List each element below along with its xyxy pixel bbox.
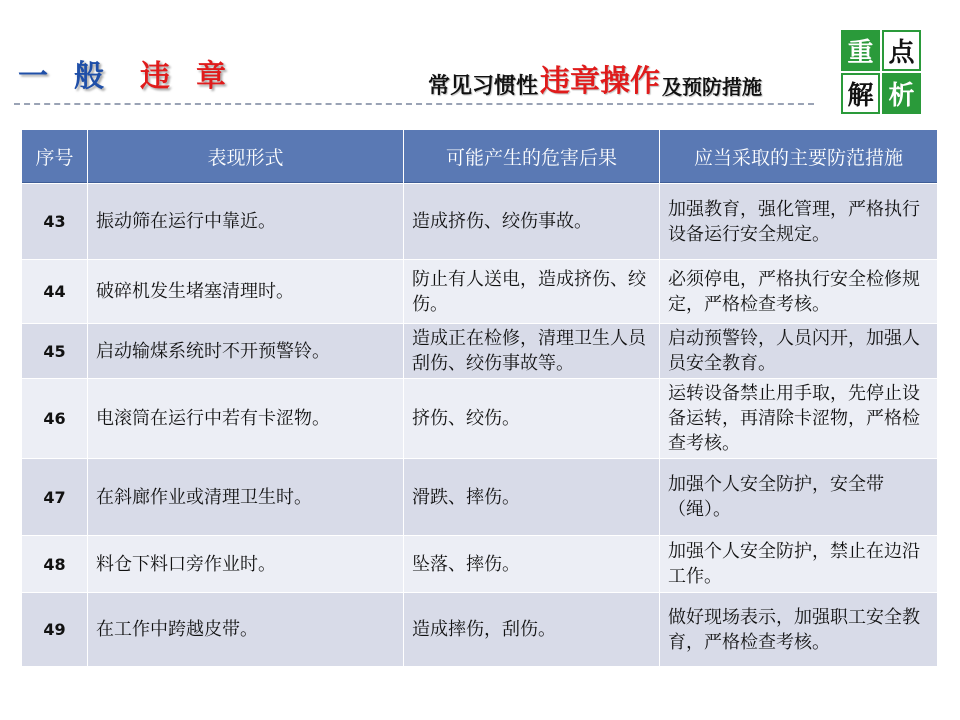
page-title xyxy=(428,58,762,100)
row-harm: 滑跌、摔伤。 xyxy=(404,459,660,536)
row-form: 破碎机发生堵塞清理时。 xyxy=(88,260,404,324)
row-no: 44 xyxy=(22,260,88,324)
section-title-char: 一 xyxy=(18,59,50,94)
row-form: 料仓下料口旁作业时。 xyxy=(88,536,404,593)
header-measure: 应当采取的主要防范措施 xyxy=(660,130,938,184)
page-title-suffix: 及预防措施 xyxy=(662,75,763,99)
row-no: 48 xyxy=(22,536,88,593)
table-row xyxy=(22,536,938,593)
badge-char: 解 xyxy=(841,73,880,114)
row-measure: 加强个人安全防护，安全带（绳）。 xyxy=(660,459,938,536)
header xyxy=(0,0,960,110)
row-harm: 坠落、摔伤。 xyxy=(404,536,660,593)
table-row xyxy=(22,184,938,260)
row-form: 在斜廊作业或清理卫生时。 xyxy=(88,459,404,536)
violation-table xyxy=(21,129,938,667)
row-form: 电滚筒在运行中若有卡涩物。 xyxy=(88,379,404,459)
page-title-prefix: 常见习惯性 xyxy=(428,74,539,99)
header-form: 表现形式 xyxy=(88,130,404,184)
row-no: 47 xyxy=(22,459,88,536)
row-no: 49 xyxy=(22,593,88,667)
table-row xyxy=(22,260,938,324)
table-row xyxy=(22,459,938,536)
section-title-char: 违 xyxy=(140,59,172,94)
header-divider xyxy=(14,103,814,105)
row-measure: 做好现场表示，加强职工安全教育，严格检查考核。 xyxy=(660,593,938,667)
row-no: 43 xyxy=(22,184,88,260)
row-no: 45 xyxy=(22,324,88,379)
row-measure: 加强个人安全防护，禁止在边沿工作。 xyxy=(660,536,938,593)
table-row xyxy=(22,593,938,667)
key-analysis-badge xyxy=(841,30,921,111)
header-harm: 可能产生的危害后果 xyxy=(404,130,660,184)
header-no: 序号 xyxy=(22,130,88,184)
section-title-char: 般 xyxy=(74,59,106,94)
row-harm: 防止有人送电，造成挤伤、绞伤。 xyxy=(404,260,660,324)
row-measure: 加强教育，强化管理，严格执行设备运行安全规定。 xyxy=(660,184,938,260)
page-title-highlight: 违章操作 xyxy=(540,64,661,99)
badge-char: 重 xyxy=(841,30,880,71)
row-harm: 造成正在检修，清理卫生人员刮伤、绞伤事故等。 xyxy=(404,324,660,379)
row-measure: 必须停电，严格执行安全检修规定，严格检查考核。 xyxy=(660,260,938,324)
row-harm: 造成摔伤，刮伤。 xyxy=(404,593,660,667)
badge-char: 析 xyxy=(882,73,921,114)
table-row xyxy=(22,379,938,459)
table-header-row xyxy=(22,130,938,184)
badge-char: 点 xyxy=(882,30,921,71)
row-form: 启动输煤系统时不开预警铃。 xyxy=(88,324,404,379)
row-harm: 造成挤伤、绞伤事故。 xyxy=(404,184,660,260)
row-measure: 启动预警铃，人员闪开，加强人员安全教育。 xyxy=(660,324,938,379)
table-row xyxy=(22,324,938,379)
row-harm: 挤伤、绞伤。 xyxy=(404,379,660,459)
row-form: 振动筛在运行中靠近。 xyxy=(88,184,404,260)
row-form: 在工作中跨越皮带。 xyxy=(88,593,404,667)
row-measure: 运转设备禁止用手取，先停止设备运转，再清除卡涩物，严格检查考核。 xyxy=(660,379,938,459)
section-title xyxy=(18,48,228,98)
section-title-char: 章 xyxy=(196,59,228,94)
row-no: 46 xyxy=(22,379,88,459)
